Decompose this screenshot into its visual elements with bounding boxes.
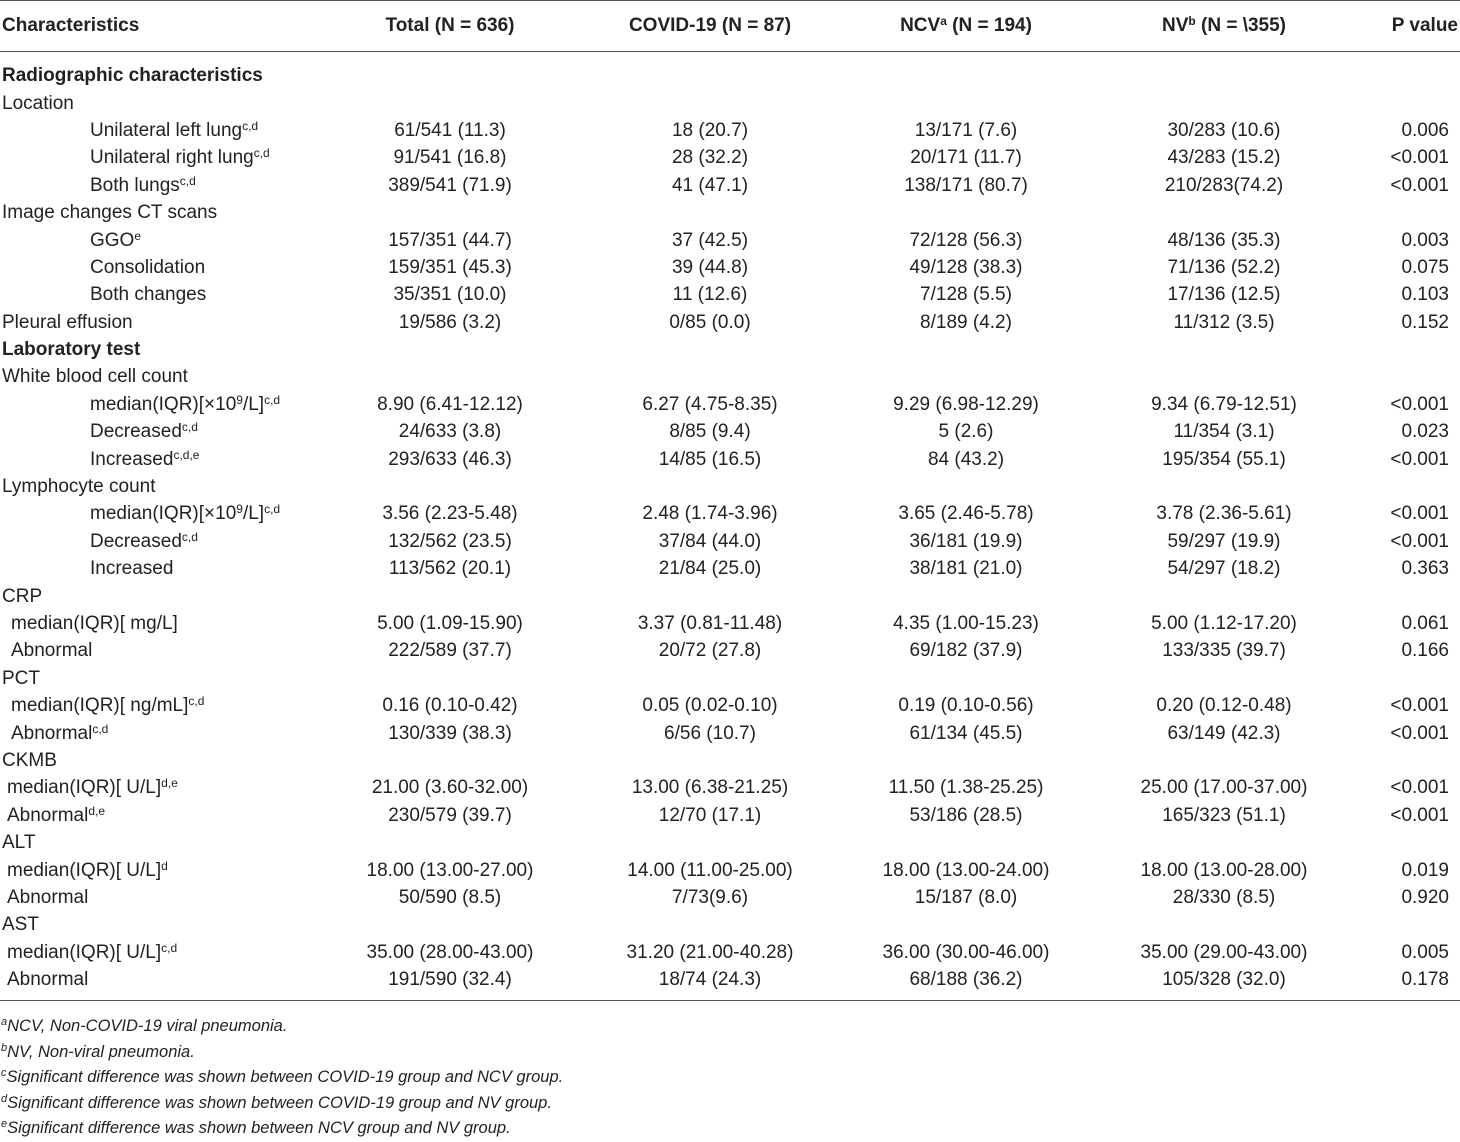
- category-label: ALT: [2, 832, 36, 854]
- cell-total: 113/562 (20.1): [388, 558, 512, 580]
- cell-ncv: 68/188 (36.2): [840, 966, 1092, 1001]
- cell-covid: 41 (47.1): [671, 174, 749, 196]
- footnote-mark: c: [1, 1067, 7, 1080]
- cell-covid: 7/73(9.6): [671, 886, 749, 908]
- row-label-text: Abnormal: [7, 886, 89, 908]
- cell-ncv: 13/171 (7.6): [914, 119, 1018, 141]
- footnote-text: NV, Non-viral pneumonia.: [7, 1042, 195, 1061]
- category-row: [0, 911, 1460, 938]
- cell-covid: 18/74 (24.3): [580, 966, 840, 1001]
- cell-covid: 18 (20.7): [671, 119, 749, 141]
- row-footnote-marker: c,d: [181, 420, 198, 435]
- cell-pvalue: 0.075: [1401, 256, 1449, 278]
- cell-covid: 12/70 (17.1): [658, 804, 762, 826]
- cell-nv: 25.00 (17.00-37.00): [1140, 777, 1308, 799]
- cell-pvalue: 0.363: [1401, 558, 1449, 580]
- row-footnote-marker: c,d: [92, 721, 109, 736]
- cell-ncv: 7/128 (5.5): [920, 284, 1012, 306]
- cell-nv: 18.00 (13.00-28.00): [1140, 859, 1308, 881]
- cell-pvalue: <0.001: [1390, 695, 1449, 717]
- row-label: [0, 610, 320, 637]
- row-label: [0, 500, 320, 527]
- cell-pvalue: <0.001: [1390, 804, 1449, 826]
- footnote-text: Significant difference was shown between COVID-19 group and NCV group.: [6, 1068, 564, 1087]
- row-label: [0, 528, 320, 555]
- row-label: [0, 281, 320, 308]
- category-label: Image changes CT scans: [2, 202, 218, 224]
- row-label: [0, 966, 320, 1001]
- cell-total: 159/351 (45.3): [388, 256, 512, 278]
- cell-nv: 71/136 (52.2): [1167, 256, 1281, 278]
- table-row: [0, 418, 1460, 445]
- row-label: [0, 802, 320, 829]
- cell-nv: 59/297 (19.9): [1167, 530, 1281, 552]
- cell-ncv: 11.50 (1.38-25.25): [888, 777, 1044, 799]
- cell-ncv: 5 (2.6): [938, 421, 994, 443]
- header-ncv-pre: NCV: [900, 15, 941, 36]
- table-row: [0, 692, 1460, 719]
- cell-total: 91/541 (16.8): [393, 147, 507, 169]
- category-label: AST: [2, 914, 39, 936]
- cell-pvalue: <0.001: [1390, 147, 1449, 169]
- cell-ncv: 0.19 (0.10-0.56): [898, 695, 1034, 717]
- cell-nv: 28/330 (8.5): [1172, 886, 1276, 908]
- category-row: [0, 582, 1460, 609]
- cell-ncv: 4.35 (1.00-15.23): [893, 613, 1039, 634]
- table-body: [0, 52, 1460, 1001]
- footnote-text: Significant difference was shown between NCV group and NV group.: [7, 1119, 511, 1138]
- category-row: [0, 473, 1460, 500]
- section-row: [0, 336, 1460, 363]
- footnote-mark: b: [1, 1041, 8, 1054]
- cell-nv: 30/283 (10.6): [1167, 119, 1281, 141]
- row-label: [0, 555, 320, 582]
- cell-nv: 11/354 (3.1): [1173, 421, 1275, 443]
- cell-total: 21.00 (3.60-32.00): [371, 777, 529, 799]
- footnote: [0, 1065, 1460, 1091]
- category-label: Location: [2, 92, 74, 114]
- row-label: [0, 226, 320, 253]
- cell-ncv: 36.00 (30.00-46.00): [882, 941, 1050, 963]
- category-row: [0, 89, 1460, 116]
- cell-covid: 39 (44.8): [671, 256, 749, 278]
- section-heading: Radiographic characteristics: [2, 65, 263, 87]
- cell-nv: 0.20 (0.12-0.48): [1156, 695, 1292, 717]
- table-row: [0, 966, 1460, 1001]
- cell-ncv: 84 (43.2): [927, 448, 1005, 470]
- category-label: Lymphocyte count: [2, 476, 156, 498]
- table-header-row: [0, 1, 1460, 52]
- table-row: [0, 610, 1460, 637]
- footnote-mark: a: [1, 1016, 8, 1028]
- row-label-text: Pleural effusion: [2, 311, 133, 333]
- table-row: [0, 391, 1460, 418]
- row-label-text: median(IQR)[×10: [90, 393, 237, 415]
- row-label-text: Abnormal: [11, 722, 93, 744]
- header-nv-sup: b: [1188, 14, 1196, 28]
- row-label-text: median(IQR)[ U/L]: [7, 941, 162, 963]
- table-row: [0, 254, 1460, 281]
- cell-total: 293/633 (46.3): [388, 448, 512, 470]
- cell-total: 18.00 (13.00-27.00): [366, 859, 534, 881]
- row-label-text: Abnormal: [7, 969, 89, 991]
- cell-ncv: 49/128 (38.3): [909, 256, 1023, 278]
- row-label-text: Consolidation: [90, 256, 206, 278]
- row-label-text: median(IQR)[ U/L]: [7, 777, 162, 799]
- cell-nv: 11/312 (3.5): [1173, 311, 1275, 333]
- cell-nv: 165/323 (51.1): [1162, 804, 1286, 826]
- cell-total: 3.56 (2.23-5.48): [382, 503, 518, 525]
- row-label-text: Increased: [90, 558, 174, 580]
- row-label-text: Decreased: [90, 421, 182, 443]
- table-row: [0, 802, 1460, 829]
- table-row: [0, 144, 1460, 171]
- cell-covid: 14.00 (11.00-25.00): [627, 859, 793, 881]
- cell-pvalue: 0.061: [1401, 613, 1449, 634]
- row-label-text: median(IQR)[×10: [90, 503, 237, 525]
- cell-covid: 11 (12.6): [672, 284, 748, 306]
- cell-pvalue: <0.001: [1390, 530, 1449, 552]
- row-label-text: Abnormal: [7, 804, 89, 826]
- row-label: [0, 637, 320, 664]
- footnote: [0, 1091, 1460, 1117]
- cell-pvalue: 0.152: [1401, 311, 1449, 333]
- cell-pvalue: 0.005: [1401, 941, 1449, 963]
- cell-pvalue: 0.166: [1401, 640, 1449, 662]
- cell-covid: 37/84 (44.0): [658, 530, 762, 552]
- cell-covid: 0/85 (0.0): [669, 311, 751, 333]
- footnote: [0, 1116, 1460, 1142]
- cell-covid: 8/85 (9.4): [669, 421, 751, 443]
- cell-total: 61/541 (11.3): [394, 119, 506, 141]
- header-covid: COVID-19 (N = 87): [580, 1, 840, 52]
- cell-pvalue: <0.001: [1390, 503, 1449, 525]
- cell-total: 132/562 (23.5): [388, 530, 512, 552]
- cell-ncv: 53/186 (28.5): [909, 804, 1023, 826]
- row-footnote-marker: c,d: [181, 529, 198, 544]
- cell-pvalue: <0.001: [1390, 393, 1449, 415]
- row-label-text: Both changes: [90, 284, 207, 306]
- header-pvalue: P value: [1356, 1, 1460, 52]
- row-label-text: Increased: [90, 448, 174, 470]
- category-row: [0, 363, 1460, 390]
- table-row: [0, 281, 1460, 308]
- cell-total: 230/579 (39.7): [388, 804, 512, 826]
- cell-nv: 48/136 (35.3): [1167, 229, 1281, 251]
- cell-total: 19/586 (3.2): [398, 311, 502, 333]
- cell-pvalue: 0.019: [1401, 859, 1449, 881]
- row-label-unit: /L]: [242, 393, 265, 415]
- table-row: [0, 528, 1460, 555]
- row-label: [0, 254, 320, 281]
- header-ncv: [840, 1, 1092, 52]
- table-row: [0, 719, 1460, 746]
- row-footnote-marker: d: [161, 858, 168, 873]
- cell-ncv: 20/171 (11.7): [910, 147, 1022, 169]
- row-label-text: GGO: [90, 229, 135, 251]
- cell-covid: 3.37 (0.81-11.48): [637, 613, 783, 634]
- table-row: [0, 774, 1460, 801]
- row-label: [0, 856, 320, 883]
- row-footnote-marker: d,e: [161, 776, 178, 791]
- section-heading: Laboratory test: [2, 339, 141, 361]
- table-row: [0, 555, 1460, 582]
- cell-ncv: 72/128 (56.3): [909, 229, 1023, 251]
- row-label: [0, 719, 320, 746]
- row-label: [0, 692, 320, 719]
- row-footnote-marker: c,d: [264, 392, 281, 407]
- header-ncv-sup: a: [940, 14, 947, 28]
- cell-nv: 5.00 (1.12-17.20): [1151, 613, 1297, 634]
- cell-pvalue: <0.001: [1390, 174, 1449, 196]
- row-label-text: Unilateral right lung: [90, 147, 254, 169]
- row-label-unit: /L]: [242, 503, 265, 525]
- table-row: [0, 445, 1460, 472]
- row-label: [0, 939, 320, 966]
- cell-nv: 43/283 (15.2): [1167, 147, 1281, 169]
- header-nv-post: (N = \355): [1195, 15, 1287, 36]
- row-label: [0, 391, 320, 418]
- cell-nv: 17/136 (12.5): [1167, 284, 1281, 306]
- cell-nv: 54/297 (18.2): [1167, 558, 1281, 580]
- row-footnote-marker: c,d: [188, 694, 205, 709]
- row-label-exponent: 9: [236, 392, 243, 407]
- row-label: [0, 774, 320, 801]
- cell-pvalue: <0.001: [1390, 722, 1449, 744]
- cell-pvalue: 0.006: [1401, 119, 1449, 141]
- row-label: [0, 144, 320, 171]
- cell-covid: 28 (32.2): [671, 147, 749, 169]
- footnote: [0, 1040, 1460, 1066]
- cell-covid: 31.20 (21.00-40.28): [626, 941, 794, 963]
- footnote-mark: e: [1, 1118, 8, 1131]
- category-label: CRP: [2, 585, 43, 607]
- cell-ncv: 15/187 (8.0): [914, 886, 1018, 908]
- cell-total: 24/633 (3.8): [398, 421, 502, 443]
- category-row: [0, 829, 1460, 856]
- cell-covid: 0.05 (0.02-0.10): [642, 695, 778, 717]
- row-label-text: Decreased: [90, 530, 182, 552]
- table-row: [0, 226, 1460, 253]
- table-row: [0, 856, 1460, 883]
- cell-total: 222/589 (37.7): [388, 640, 512, 662]
- cell-ncv: 61/134 (45.5): [909, 722, 1023, 744]
- cell-covid: 2.48 (1.74-3.96): [642, 503, 778, 525]
- row-label-text: median(IQR)[ ng/mL]: [11, 695, 189, 717]
- row-footnote-marker: c,d: [253, 146, 270, 161]
- cell-covid: 20/72 (27.8): [658, 640, 762, 662]
- table-row: [0, 884, 1460, 911]
- cell-total: 389/541 (71.9): [388, 174, 512, 196]
- cell-pvalue: 0.103: [1401, 284, 1449, 306]
- row-footnote-marker: c,d: [264, 502, 281, 517]
- cell-covid: 6.27 (4.75-8.35): [642, 393, 778, 415]
- cell-pvalue: 0.023: [1401, 421, 1449, 443]
- header-total: Total (N = 636): [320, 1, 580, 52]
- row-footnote-marker: c,d: [242, 118, 259, 133]
- footnotes: [0, 1014, 1460, 1142]
- table-row: [0, 637, 1460, 664]
- cell-covid: 6/56 (10.7): [664, 722, 756, 744]
- cell-nv: 133/335 (39.7): [1162, 640, 1286, 662]
- table-row: [0, 500, 1460, 527]
- cell-pvalue: <0.001: [1390, 777, 1449, 799]
- row-label-text: Unilateral left lung: [90, 119, 243, 141]
- footnote-text: Significant difference was shown between COVID-19 group and NV group.: [7, 1093, 552, 1112]
- cell-total: 35.00 (28.00-43.00): [366, 941, 534, 963]
- table-row: [0, 172, 1460, 199]
- row-label-text: Both lungs: [90, 174, 180, 196]
- cell-nv: 3.78 (2.36-5.61): [1156, 503, 1292, 525]
- category-row: [0, 199, 1460, 226]
- cell-ncv: 8/189 (4.2): [920, 311, 1012, 333]
- cell-nv: 195/354 (55.1): [1162, 448, 1286, 470]
- cell-ncv: 36/181 (19.9): [909, 530, 1023, 552]
- category-label: CKMB: [2, 749, 57, 771]
- row-footnote-marker: c,d,e: [173, 447, 200, 462]
- header-nv: [1092, 1, 1356, 52]
- cell-total: 130/339 (38.3): [388, 722, 512, 744]
- cell-pvalue: 0.178: [1356, 966, 1460, 1001]
- footnote-mark: d: [1, 1092, 8, 1105]
- table-row: [0, 309, 1460, 336]
- row-label-exponent: 9: [236, 502, 243, 517]
- row-footnote-marker: c,d: [179, 173, 196, 188]
- cell-ncv: 69/182 (37.9): [909, 640, 1023, 662]
- cell-total: 8.90 (6.41-12.12): [377, 393, 523, 415]
- category-label: White blood cell count: [2, 366, 188, 388]
- footnote-text: NCV, Non-COVID-19 viral pneumonia.: [7, 1017, 288, 1035]
- row-label: [0, 445, 320, 472]
- cell-pvalue: 0.003: [1401, 229, 1449, 251]
- cell-ncv: 38/181 (21.0): [909, 558, 1023, 580]
- cell-total: 191/590 (32.4): [320, 966, 580, 1001]
- row-footnote-marker: c,d: [161, 940, 178, 955]
- cell-ncv: 138/171 (80.7): [904, 174, 1028, 196]
- cell-nv: 63/149 (42.3): [1167, 722, 1281, 744]
- row-label-text: Abnormal: [11, 640, 93, 662]
- row-label: [0, 884, 320, 911]
- cell-total: 35/351 (10.0): [393, 284, 507, 306]
- table-row: [0, 939, 1460, 966]
- row-label: [0, 309, 320, 336]
- row-footnote-marker: d,e: [88, 803, 106, 818]
- header-ncv-post: (N = 194): [946, 15, 1032, 36]
- category-row: [0, 747, 1460, 774]
- row-footnote-marker: e: [134, 228, 142, 243]
- cell-pvalue: 0.920: [1401, 886, 1449, 908]
- cell-total: 50/590 (8.5): [398, 886, 502, 908]
- cell-nv: 210/283(74.2): [1164, 174, 1284, 196]
- row-label: [0, 172, 320, 199]
- header-nv-pre: NV: [1161, 15, 1189, 36]
- row-label: [0, 418, 320, 445]
- cell-total: 157/351 (44.7): [388, 229, 512, 251]
- section-row: [0, 52, 1460, 90]
- cell-ncv: 18.00 (13.00-24.00): [882, 859, 1050, 881]
- cell-pvalue: <0.001: [1390, 448, 1449, 470]
- header-characteristics: Characteristics: [0, 1, 320, 52]
- cell-covid: 21/84 (25.0): [658, 558, 762, 580]
- cell-nv: 35.00 (29.00-43.00): [1140, 941, 1308, 963]
- category-row: [0, 665, 1460, 692]
- cell-nv: 105/328 (32.0): [1092, 966, 1356, 1001]
- row-label-text: median(IQR)[ mg/L]: [11, 613, 178, 634]
- cell-total: 0.16 (0.10-0.42): [382, 695, 518, 717]
- cell-nv: 9.34 (6.79-12.51): [1151, 393, 1297, 415]
- cell-ncv: 3.65 (2.46-5.78): [898, 503, 1034, 525]
- cell-total: 5.00 (1.09-15.90): [377, 613, 523, 634]
- cell-ncv: 9.29 (6.98-12.29): [893, 393, 1039, 415]
- cell-covid: 37 (42.5): [671, 229, 749, 251]
- row-label: [0, 117, 320, 144]
- cell-covid: 14/85 (16.5): [658, 448, 762, 470]
- row-label-text: median(IQR)[ U/L]: [7, 859, 162, 881]
- table-row: [0, 117, 1460, 144]
- footnote: [0, 1014, 1460, 1040]
- category-label: PCT: [2, 667, 40, 689]
- cell-covid: 13.00 (6.38-21.25): [631, 777, 789, 799]
